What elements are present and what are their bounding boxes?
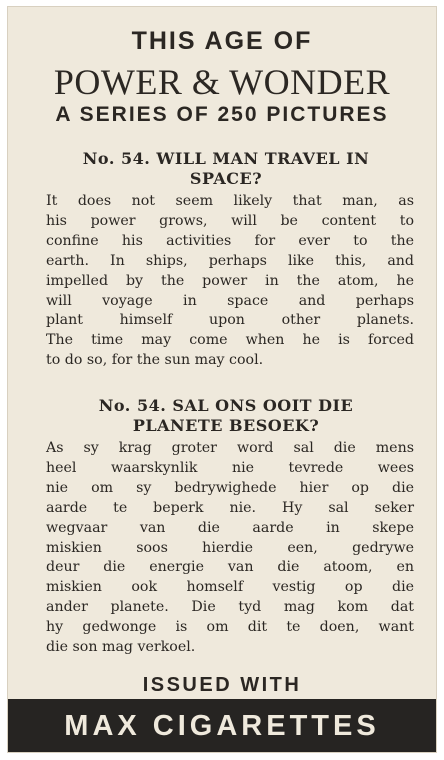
cigarette-card-back <box>7 6 437 753</box>
afrikaans-body-line: deur die energie van die atoom, en <box>46 559 414 576</box>
english-body-line: plant himself upon other planets. <box>46 312 414 329</box>
series-title: POWER & WONDER <box>53 62 391 102</box>
english-body-line: It does not seem likely that man, as <box>46 193 414 209</box>
afrikaans-body-line: nie om sy bedrywighede hier op die <box>46 479 414 496</box>
english-title <box>38 149 414 189</box>
afrikaans-body-line: miskien soos hierdie een, gedrywe <box>46 539 414 556</box>
series-subtitle: A SERIES OF 250 PICTURES <box>55 103 389 126</box>
afrikaans-body-line: heel waarskynlik nie tevrede wees <box>46 459 414 476</box>
afrikaans-body-line: miskien ook homself vestig op die <box>46 579 414 596</box>
afrikaans-body-line: ander planete. Die tyd mag kom dat <box>46 599 414 616</box>
afrikaans-title-line: PLANETE BESOEK? <box>132 416 320 435</box>
afrikaans-body-line: As sy krag groter word sal die mens <box>46 440 414 456</box>
english-body-line: The time may come when he is forced <box>46 332 414 349</box>
afrikaans-paragraph <box>46 439 414 658</box>
english-title-line: SPACE? <box>189 169 263 188</box>
brand-band <box>8 699 436 753</box>
issued-with-label: ISSUED WITH <box>142 674 302 696</box>
english-body-line: impelled by the power in the atom, he <box>46 272 414 289</box>
english-body-line: earth. In ships, perhaps like this, and <box>46 252 414 269</box>
english-body-line: to do so, for the sun may cool. <box>46 352 264 369</box>
header-line-1: THIS AGE OF <box>131 27 313 55</box>
english-body-line: confine his activities for ever to the <box>46 232 414 249</box>
afrikaans-title <box>38 396 414 436</box>
english-paragraph <box>46 192 414 371</box>
afrikaans-title-line: No. 54. SAL ONS OOIT DIE <box>98 396 354 415</box>
afrikaans-body-line: die son mag verkoel. <box>46 639 196 656</box>
brand-name: MAX CIGARETTES <box>64 710 380 742</box>
afrikaans-body-line: wegvaar van die aarde in skepe <box>46 519 414 536</box>
english-title-line: No. 54. WILL MAN TRAVEL IN <box>82 149 370 168</box>
english-body-line: his power grows, will be content to <box>46 212 414 229</box>
english-body-line: will voyage in space and perhaps <box>46 292 414 309</box>
afrikaans-body-line: hy gedwonge is om dit te doen, want <box>46 619 414 636</box>
afrikaans-body-line: aarde te beperk nie. Hy sal seker <box>46 499 414 516</box>
